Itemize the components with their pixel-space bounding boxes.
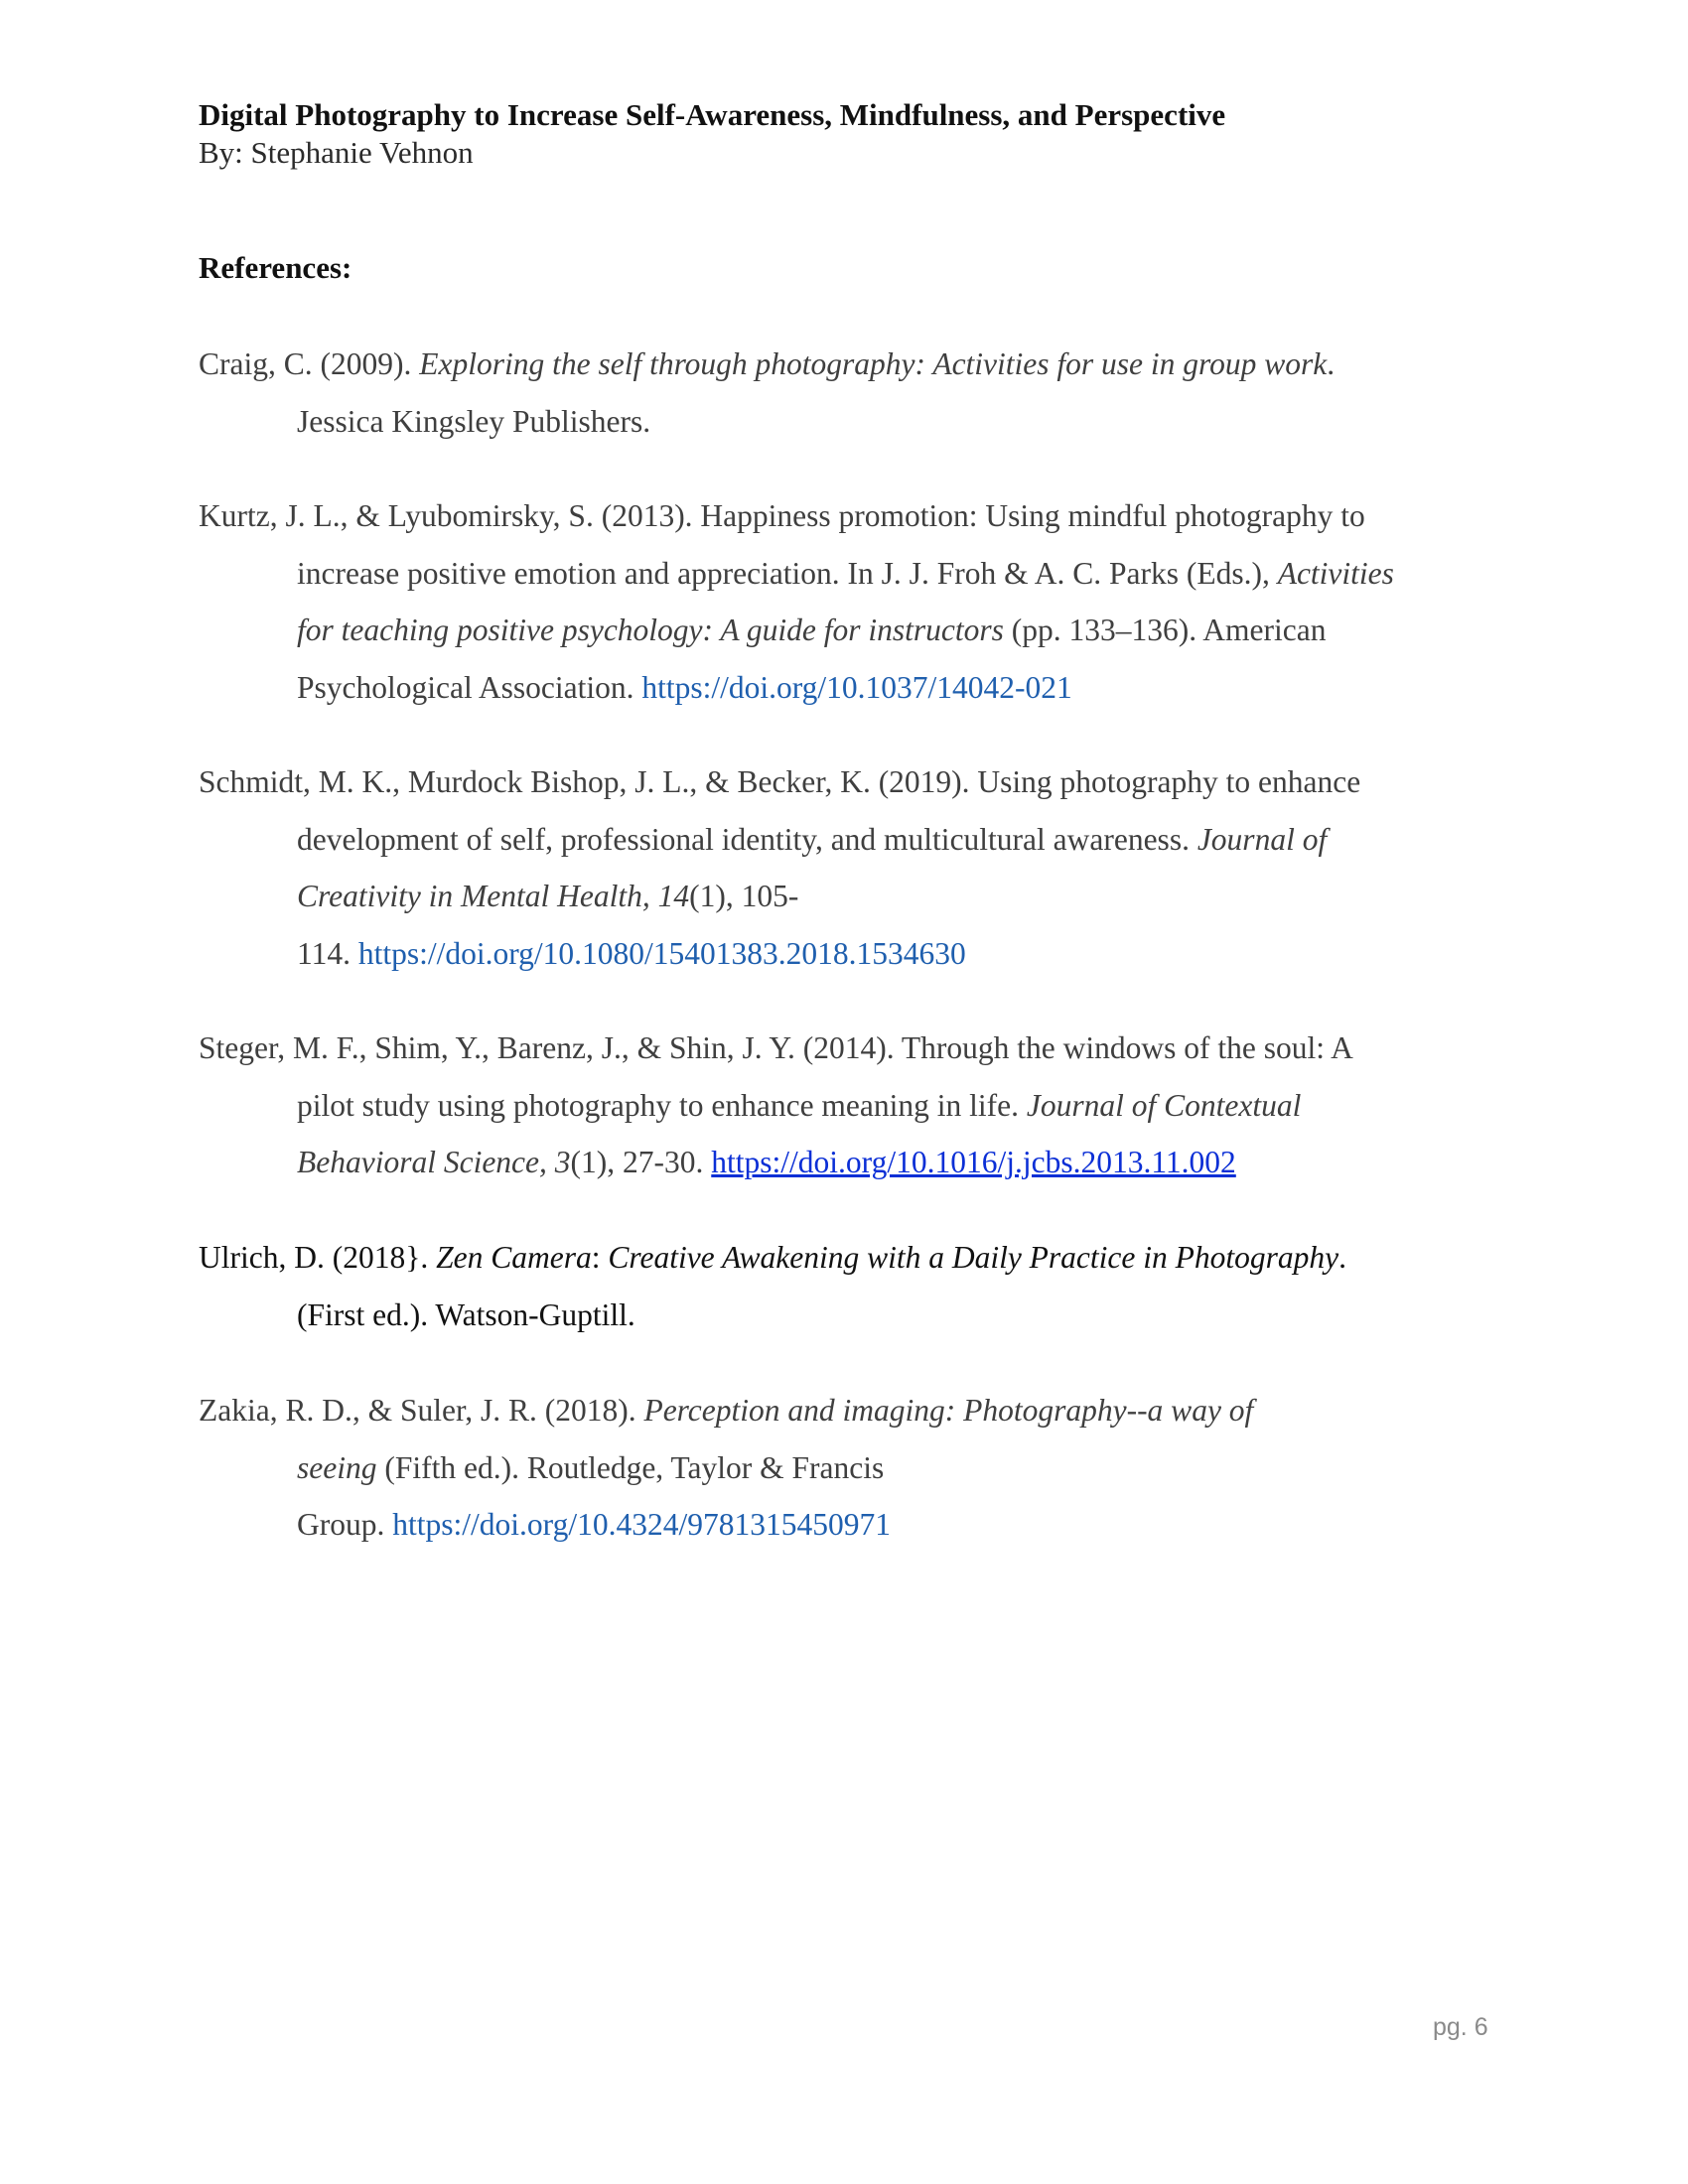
- reference-line: Kurtz, J. L., & Lyubomirsky, S. (2013). Happiness promotion: Using mindful photography to: [199, 498, 1365, 533]
- doi-link[interactable]: https://doi.org/10.1037/14042-021: [641, 669, 1072, 705]
- reference-ulrich: [199, 1229, 1489, 1343]
- doi-link[interactable]: https://doi.org/10.1016/j.jcbs.2013.11.002: [711, 1145, 1236, 1179]
- reference-line: seeing (Fifth ed.). Routledge, Taylor & Francis: [297, 1449, 885, 1485]
- page-number: pg. 6: [1433, 2013, 1488, 2041]
- reference-line: Schmidt, M. K., Murdock Bishop, J. L., & Becker, K. (2019). Using photography to enhance: [199, 764, 1361, 799]
- reference-line: 114. https://doi.org/10.1080/15401383.2018.1534630: [297, 935, 966, 971]
- reference-line: Jessica Kingsley Publishers.: [297, 403, 651, 439]
- reference-line: Steger, M. F., Shim, Y., Barenz, J., & Shin, J. Y. (2014). Through the windows of the soul: A: [199, 1030, 1353, 1065]
- book-title: Exploring the self through photography: Activities for use in group work: [419, 346, 1328, 381]
- reference-line: Creativity in Mental Health, 14(1), 105-: [297, 879, 799, 913]
- reference-line: Behavioral Science, 3(1), 27-30. https://doi.org/10.1016/j.jcbs.2013.11.002: [297, 1145, 1236, 1179]
- reference-line: Psychological Association. https://doi.org/10.1037/14042-021: [297, 669, 1072, 705]
- document-title: Digital Photography to Increase Self-Awareness, Mindfulness, and Perspective: [199, 97, 1226, 132]
- reference-zakia: [199, 1382, 1489, 1554]
- references-heading: References:: [199, 250, 352, 285]
- reference-line: Craig, C. (2009). Exploring the self through photography: Activities for use in group work.: [199, 346, 1336, 381]
- reference-line: development of self, professional identity, and multicultural awareness. Journal of: [297, 821, 1328, 857]
- reference-line: for teaching positive psychology: A guide for instructors (pp. 133–136). American: [297, 613, 1327, 647]
- reference-steger: [199, 1020, 1489, 1191]
- reference-craig: [199, 336, 1489, 450]
- reference-kurtz: [199, 487, 1489, 716]
- reference-line: Ulrich, D. (2018}. Zen Camera: Creative Awakening with a Daily Practice in Photography.: [199, 1240, 1346, 1275]
- reference-line: (First ed.). Watson-Guptill.: [297, 1297, 635, 1332]
- doi-link[interactable]: https://doi.org/10.1080/15401383.2018.1534630: [357, 935, 966, 971]
- reference-line: increase positive emotion and appreciation. In J. J. Froh & A. C. Parks (Eds.), Activities: [297, 555, 1394, 591]
- doi-link[interactable]: https://doi.org/10.4324/9781315450971: [392, 1507, 891, 1542]
- reference-line: Group. https://doi.org/10.4324/9781315450971: [297, 1507, 891, 1542]
- reference-schmidt: [199, 753, 1489, 982]
- reference-line: Zakia, R. D., & Suler, J. R. (2018). Perception and imaging: Photography--a way of: [199, 1393, 1254, 1428]
- reference-line: pilot study using photography to enhance meaning in life. Journal of Contextual: [297, 1087, 1302, 1123]
- author-byline: By: Stephanie Vehnon: [199, 135, 474, 170]
